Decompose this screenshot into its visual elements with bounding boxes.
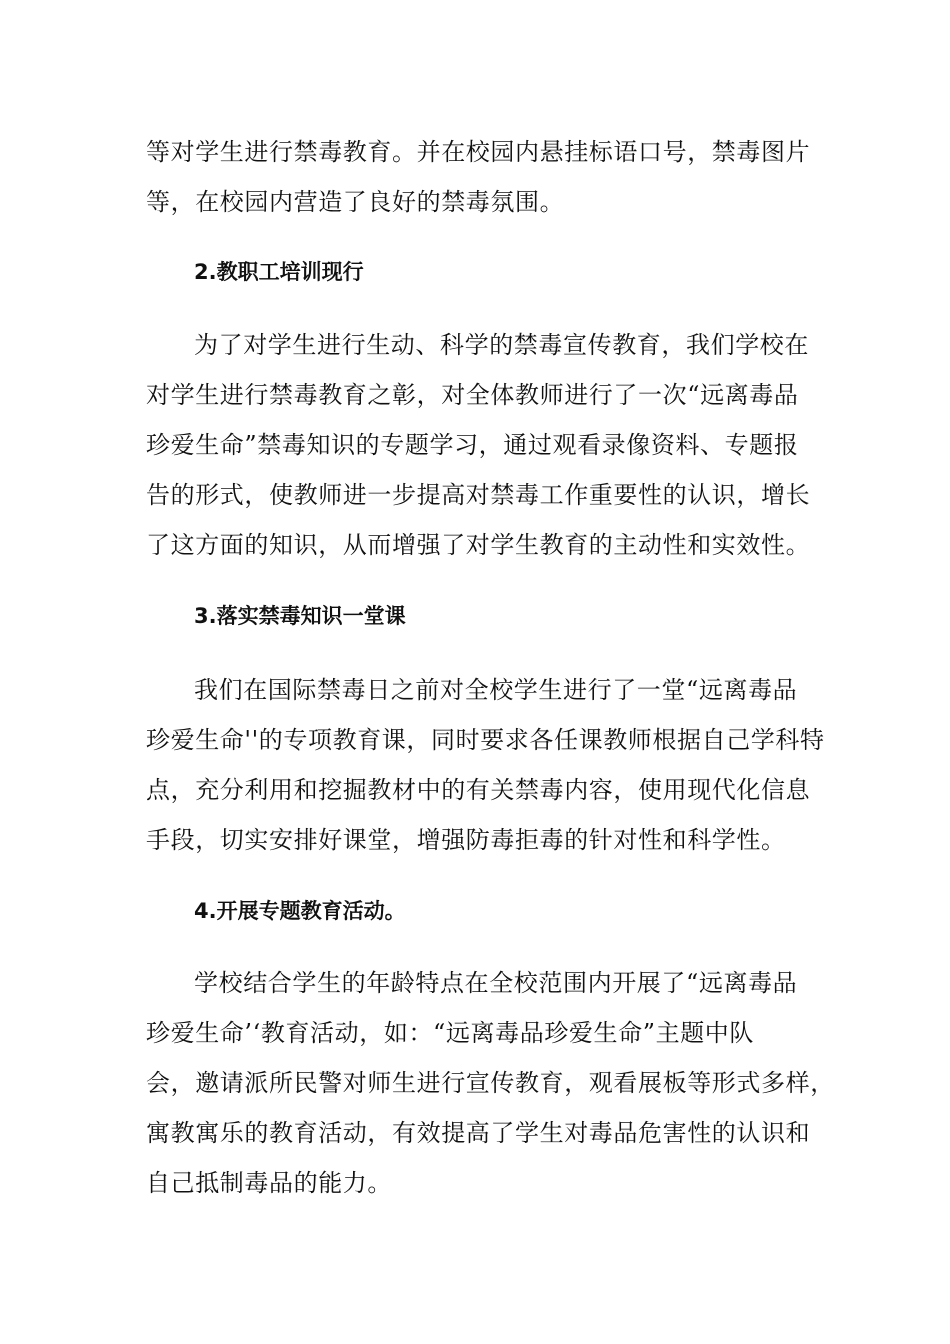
paragraph-line: 等对学生进行禁毒教育。并在校园内悬挂标语口号，禁毒图片: [146, 138, 811, 166]
paragraph-line: 为了对学生进行生动、科学的禁毒宣传教育，我们学校在: [194, 331, 809, 359]
paragraph-line: 我们在国际禁毒日之前对全校学生进行了一堂“远离毒品: [194, 676, 798, 704]
paragraph-line: 会，邀请派所民警对师生进行宣传教育，观看展板等形式多样，: [146, 1069, 835, 1097]
paragraph-line: 告的形式，使教师进一步提高对禁毒工作重要性的认识，增长: [146, 481, 811, 509]
paragraph-line: 珍爱生命’‘教育活动，如：“远离毒品珍爱生命”主题中队: [146, 1019, 754, 1047]
paragraph-line: 寓教寓乐的教育活动，有效提高了学生对毒品危害性的认识和: [146, 1119, 811, 1147]
paragraph-line: 手段，切实安排好课堂，增强防毒拒毒的针对性和科学性。: [146, 826, 786, 854]
paragraph-line: 自己抵制毒品的能力。: [146, 1169, 392, 1197]
paragraph-line: 对学生进行禁毒教育之彰，对全体教师进行了一次“远离毒品: [146, 381, 799, 409]
section-heading-3: 3.落实禁毒知识一堂课: [194, 604, 406, 628]
paragraph-line: 学校结合学生的年龄特点在全校范围内开展了“远离毒品: [194, 969, 798, 997]
section-heading-2: 2.教职工培训现行: [194, 260, 364, 284]
paragraph-line: 等，在校园内营造了良好的禁毒氛围。: [146, 188, 565, 216]
paragraph-line: 珍爱生命”禁毒知识的专题学习，通过观看录像资料、专题报: [146, 431, 799, 459]
paragraph-line: 了这方面的知识，从而增强了对学生教育的主动性和实效性。: [146, 531, 811, 559]
paragraph-line: 点，充分利用和挖掘教材中的有关禁毒内容，使用现代化信息: [146, 776, 811, 804]
section-heading-4: 4.开展专题教育活动。: [194, 899, 406, 923]
paragraph-line: 珍爱生命''的专项教育课，同时要求各任课教师根据自己学科特: [146, 726, 825, 754]
